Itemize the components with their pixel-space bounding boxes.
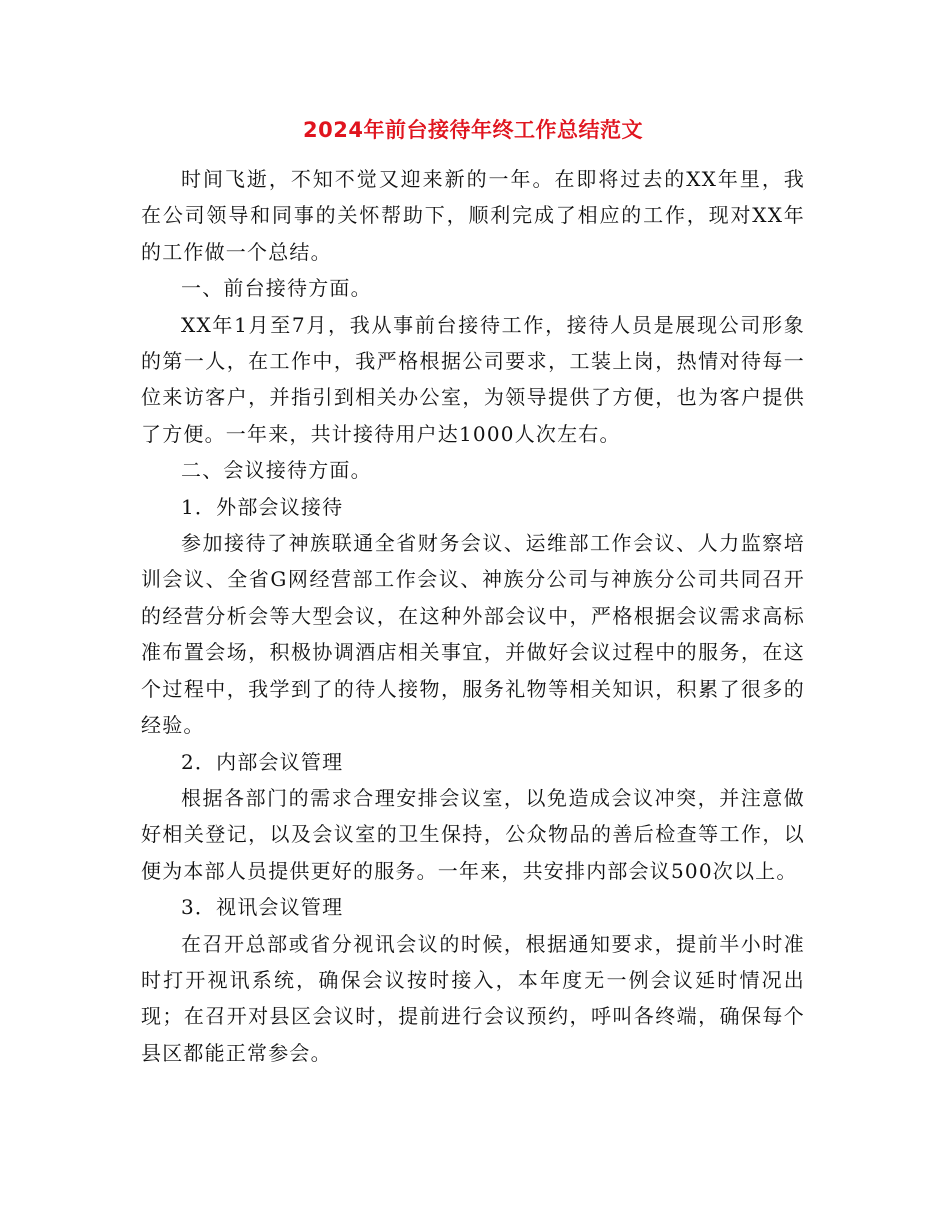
internal-meetings-paragraph: 根据各部门的需求合理安排会议室，以免造成会议冲突，并注意做好相关登记，以及会议室的卫生保持，公众物品的善后检查等工作，以便为本部人员提供更好的服务。一年来，共安排内部会议500次以上。 bbox=[141, 785, 805, 883]
video-meetings-paragraph: 在召开总部或省分视讯会议的时候，根据通知要求，提前半小时准时打开视讯系统，确保会议按时接入，本年度无一例会议延时情况出现；在召开对县区会议时，提前进行会议预约，呼叫各终端，确保每个县区都能正常参会。 bbox=[141, 931, 805, 1065]
subheading-external-meetings: 1．外部会议接待 bbox=[181, 494, 344, 519]
subheading-video-meetings: 3．视讯会议管理 bbox=[181, 895, 344, 920]
section-heading-meetings: 二、会议接待方面。 bbox=[181, 458, 372, 483]
section-heading-reception: 一、前台接待方面。 bbox=[181, 276, 372, 301]
intro-paragraph: 时间飞逝，不知不觉又迎来新的一年。在即将过去的XX年里，我在公司领导和同事的关怀帮助下，顺利完成了相应的工作，现对XX年的工作做一个总结。 bbox=[141, 167, 805, 264]
subheading-internal-meetings: 2．内部会议管理 bbox=[181, 749, 344, 774]
document-title: 2024年前台接待年终工作总结范文 bbox=[303, 118, 643, 142]
reception-paragraph: XX年1月至7月，我从事前台接待工作，接待人员是展现公司形象的第一人，在工作中，我严格根据公司要求，工装上岗，热情对待每一位来访客户，并指引到相关办公室，为领导提供了方便，也为客户提供了方便。一年来，共计接待用户达1000人次左右。 bbox=[141, 312, 805, 446]
external-meetings-paragraph: 参加接待了神族联通全省财务会议、运维部工作会议、人力监察培训会议、全省G网经营部工作会议、神族分公司与神族分公司共同召开的经营分析会等大型会议，在这种外部会议中，严格根据会议需求高标准布置会场，积极协调酒店相关事宜，并做好会议过程中的服务，在这个过程中，我学到了的待人接物，服务礼物等相关知识，积累了很多的经验。 bbox=[141, 531, 805, 738]
document-page bbox=[141, 110, 805, 1071]
